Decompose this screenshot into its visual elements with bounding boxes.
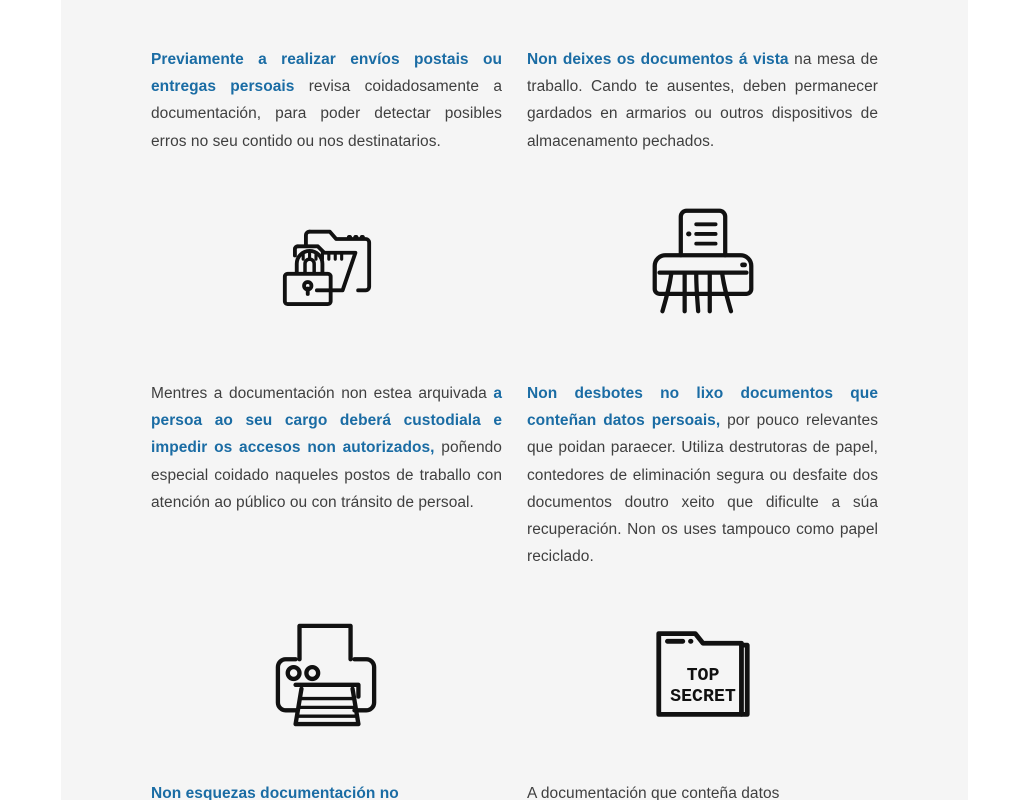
paragraph-documents-in-sight <box>527 46 878 155</box>
column-right <box>527 780 878 800</box>
paper-shredder-icon <box>649 205 757 317</box>
paragraph-highlight: Previamente a realizar envíos postais ou entregas persoais <box>151 51 502 96</box>
paragraph-sensitive-data-partial <box>527 780 878 800</box>
top-secret-line-2: SECRET <box>669 686 736 707</box>
column-left <box>151 780 502 800</box>
paragraph-postal-shipments <box>151 46 502 155</box>
text-row-1 <box>151 46 878 155</box>
icon-row-2 <box>151 620 878 728</box>
paragraph-body: na mesa de traballo. Cando te ausentes, deben permanecer gardados en armarios ou outros dispositivos de almacenamento pechados. <box>527 51 879 150</box>
paragraph-lead: Mentres a documentación non estea arquivada <box>151 385 494 402</box>
icon-cell-right <box>527 620 878 728</box>
paragraph-waste-disposal <box>527 380 878 570</box>
paragraph-highlight: Non desbotes no lixo documentos que conteñan datos persoais, <box>527 385 878 430</box>
text-row-3-partial <box>151 780 878 800</box>
column-right <box>527 380 878 570</box>
top-secret-line-1: TOP <box>686 665 719 686</box>
paragraph-highlight: Non deixes os documentos á vista <box>527 51 789 68</box>
icon-cell-left <box>151 205 502 317</box>
paragraph-body: por pouco relevantes que poidan paraecer. Utiliza destrutoras de papel, contedores de eliminación segura ou desfaite dos documentos doutro xeito que dificulte a súa recuperación. Non os uses tampouco como papel reciclado. <box>527 412 878 566</box>
column-left <box>151 380 502 570</box>
text-row-2 <box>151 380 878 570</box>
folder-lock-icon <box>272 206 382 316</box>
column-left <box>151 46 502 155</box>
icon-cell-left <box>151 620 502 728</box>
document-content <box>151 0 878 800</box>
paragraph-highlight: Non esquezas documentación no <box>151 785 399 800</box>
icon-cell-right <box>527 205 878 317</box>
printer-icon <box>272 620 382 728</box>
column-right <box>527 46 878 155</box>
paragraph-body: A documentación que conteña datos <box>527 785 780 800</box>
paragraph-custody <box>151 380 502 516</box>
paragraph-body: poñendo especial coidado naqueles postos de traballo con atención ao público ou con tránsito de persoal. <box>151 439 502 511</box>
icon-row-1 <box>151 205 878 317</box>
paragraph-highlight: a persoa ao seu cargo deberá custodiala e impedir os accesos non autorizados, <box>151 385 502 457</box>
top-secret-folder-icon <box>653 624 753 724</box>
paragraph-forgotten-documents-partial <box>151 780 502 800</box>
paragraph-body: revisa coidadosamente a documentación, para poder detectar posibles erros no seu contido ou nos destinatarios. <box>151 78 502 150</box>
